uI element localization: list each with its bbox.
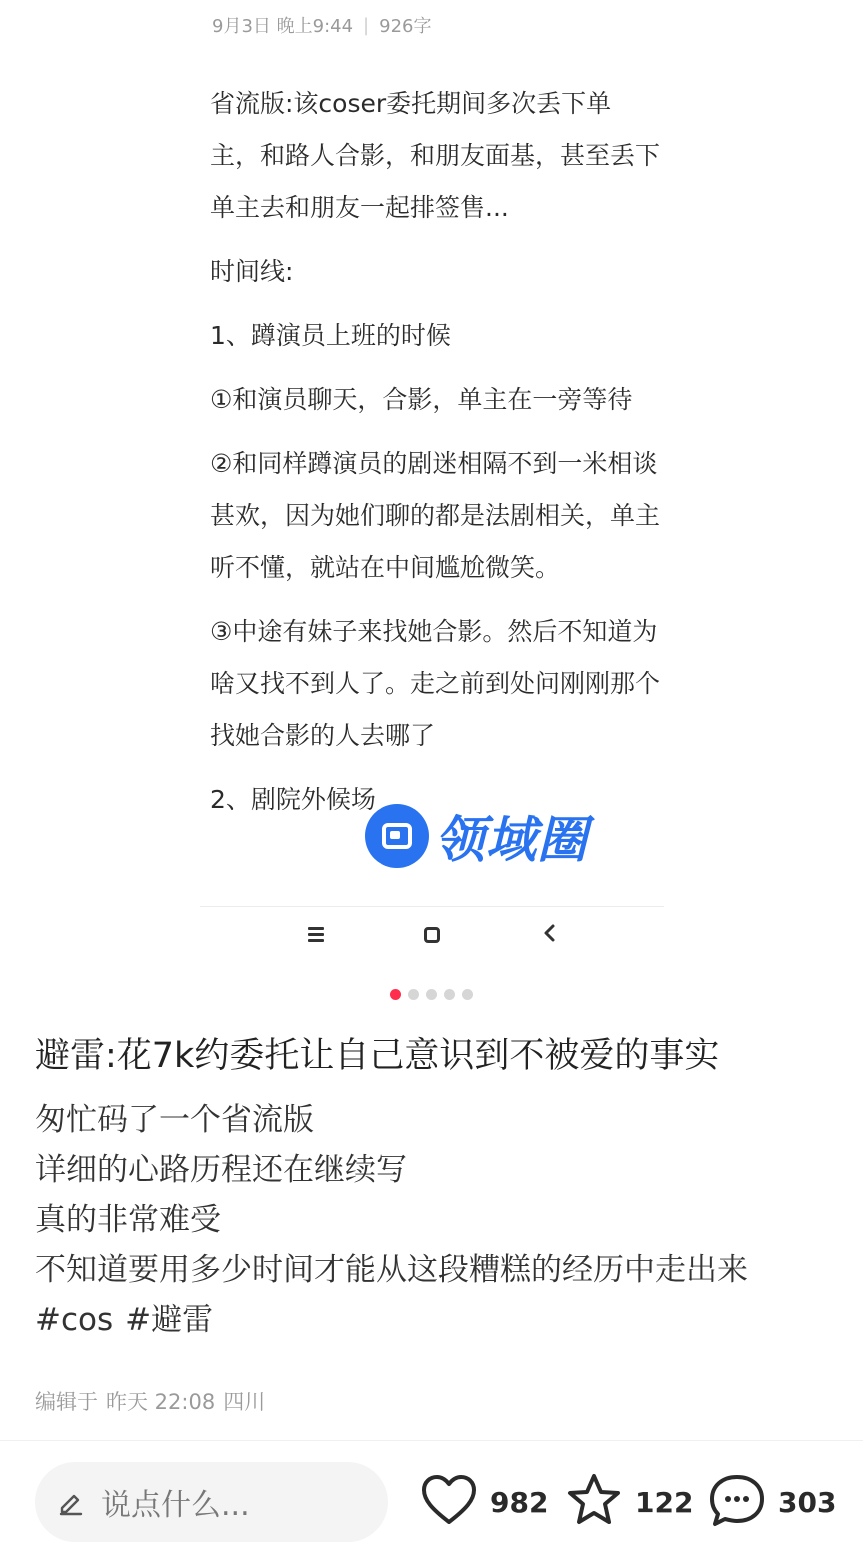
note-paragraph: 时间线: — [210, 257, 294, 286]
embedded-nav-bar — [200, 906, 664, 966]
favorite-button[interactable] — [565, 1470, 693, 1534]
pencil-icon — [57, 1488, 85, 1516]
note-meta — [212, 12, 431, 38]
post-tags — [35, 1295, 845, 1345]
post-line: 详细的心路历程还在继续写 — [35, 1152, 407, 1188]
edited-label: 编辑于 — [35, 1390, 98, 1414]
pager-dot-active[interactable] — [390, 989, 401, 1000]
watermark — [365, 800, 588, 872]
divider — [0, 1440, 863, 1441]
star-icon — [565, 1472, 623, 1532]
comment-button[interactable] — [708, 1470, 836, 1534]
menu-icon — [308, 927, 324, 945]
heart-icon — [420, 1474, 478, 1530]
post-line: 不知道要用多少时间才能从这段糟糕的经历中走出来 — [35, 1252, 748, 1288]
location: 四川 — [223, 1390, 266, 1414]
hashtag-link[interactable]: #cos — [35, 1302, 114, 1338]
note-word-count: 926字 — [379, 16, 432, 37]
post-title: 避雷:花7k约委托让自己意识到不被爱的事实 — [35, 1036, 720, 1076]
home-icon — [424, 927, 440, 943]
note-paragraph: 省流版:该coser委托期间多次丢下单主，和路人合影，和朋友面基，甚至丢下单主去和朋友一起排签售... — [210, 89, 661, 222]
post-line: 匆忙码了一个省流版 — [35, 1102, 314, 1138]
like-button[interactable] — [420, 1470, 548, 1534]
note-paragraph: 2、剧院外候场 — [210, 785, 376, 814]
comment-count: 303 — [778, 1485, 837, 1519]
favorite-count: 122 — [635, 1485, 694, 1519]
meta-separator: | — [363, 14, 370, 36]
pager-dot[interactable] — [408, 989, 419, 1000]
pager-dot[interactable] — [462, 989, 473, 1000]
note-body — [210, 78, 660, 838]
note-paragraph: ②和同样蹲演员的剧迷相隔不到一米相谈甚欢，因为她们聊的都是法剧相关，单主听不懂，就站在中间尴尬微笑。 — [210, 449, 661, 582]
post-meta — [35, 1386, 265, 1416]
comment-input[interactable] — [35, 1462, 388, 1542]
pager-dot[interactable] — [426, 989, 437, 1000]
post-description — [35, 1095, 845, 1345]
note-date: 9月3日 晚上9:44 — [212, 16, 354, 37]
note-paragraph: ③中途有妹子来找她合影。然后不知道为啥又找不到人了。走之前到处问刚刚那个找她合影的人去哪了 — [210, 617, 661, 750]
comment-placeholder: 说点什么... — [101, 1488, 250, 1523]
hashtag-link[interactable]: #避雷 — [125, 1302, 214, 1338]
comment-bubble-icon — [708, 1472, 766, 1532]
watermark-text: 领域圈 — [435, 811, 588, 869]
watermark-logo-icon — [365, 804, 429, 868]
image-pager — [0, 989, 863, 1000]
back-icon — [540, 923, 560, 943]
pager-dot[interactable] — [444, 989, 455, 1000]
like-count: 982 — [490, 1485, 549, 1519]
note-paragraph: 1、蹲演员上班的时候 — [210, 321, 451, 350]
edited-time: 昨天 22:08 — [106, 1390, 216, 1414]
note-paragraph: ①和演员聊天，合影，单主在一旁等待 — [210, 385, 633, 414]
post-line: 真的非常难受 — [35, 1202, 221, 1238]
